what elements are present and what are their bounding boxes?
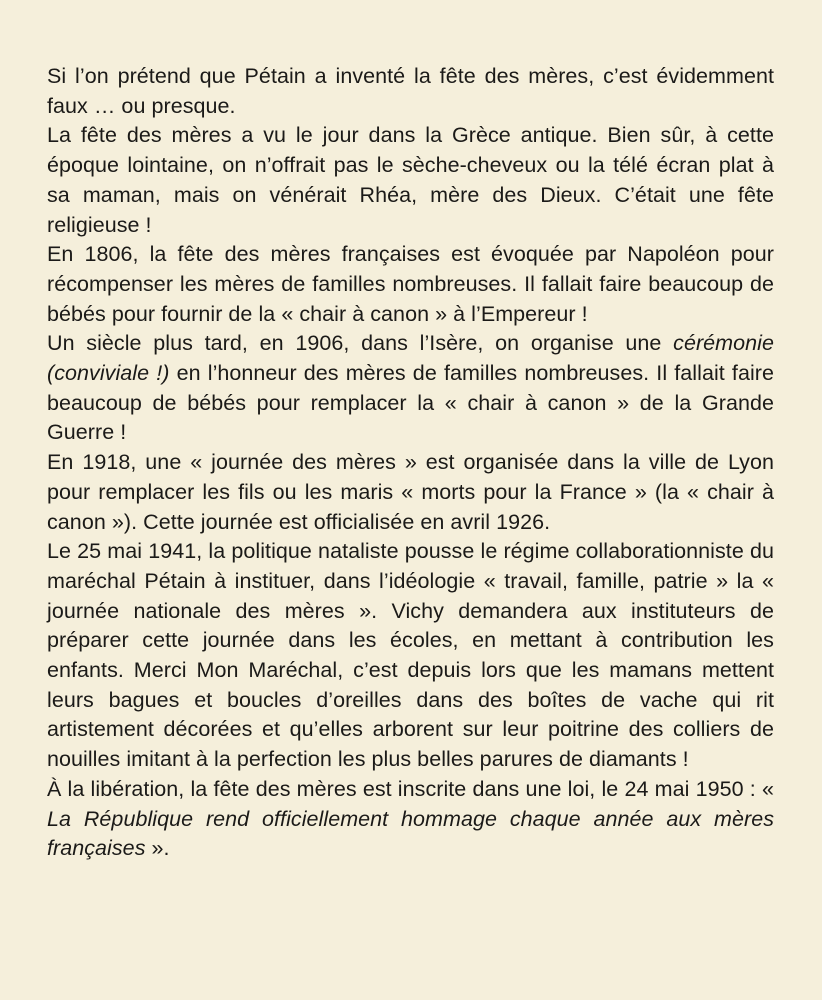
paragraph-2: La fête des mères a vu le jour dans la Grèce antique. Bien sûr, à cette époque lointaine, on n’offrait pas le sèche-cheveux ou la télé écran plat à sa maman, mais on vénérait Rhéa, mère des Dieux. C’était une fête religieuse ! [47, 123, 774, 237]
paragraph-7-quote: La République rend officiellement hommage chaque année aux mères françaises [47, 806, 774, 861]
paragraph-7-end: ». [145, 836, 170, 861]
paragraph-7-start: À la libération, la fête des mères est inscrite dans une loi, le 24 mai 1950 : « [47, 776, 774, 801]
paragraph-1: Si l’on prétend que Pétain a inventé la fête des mères, c’est évidemment faux … ou presque. [47, 64, 774, 118]
paragraph-5: En 1918, une « journée des mères » est organisée dans la ville de Lyon pour remplacer les fils ou les maris « morts pour la France » (la « chair à canon »). Cette journée est officialisée en avril 1926. [47, 450, 774, 534]
paragraph-4-start: Un siècle plus tard, en 1906, dans l’Isère, on organise une [47, 331, 674, 356]
paragraph-3: En 1806, la fête des mères françaises est évoquée par Napoléon pour récompenser les mères de familles nombreuses. Il fallait faire beaucoup de bébés pour fournir de la « chair à canon » à l’Empereur ! [47, 242, 774, 326]
paragraph-4-italic: cérémonie (conviviale !) [47, 331, 774, 386]
paragraph-6: Le 25 mai 1941, la politique nataliste pousse le régime collaborationniste du maréchal Pétain à instituer, dans l’idéologie « travail, famille, patrie » la « journée nationale des mères ». Vichy demandera aux instituteurs de préparer cette journée dans les écoles, en mettant à contribution les enfants. Merci Mon Maréchal, c’est depuis lors que les mamans mettent leurs bagues et boucles d’oreilles dans des boîtes de vache qui rit artistement décorées et qu’elles arborent sur leur poitrine des colliers de nouilles imitant à la perfection les plus belles parures de diamants ! [47, 539, 774, 772]
paragraph-7 [47, 775, 774, 864]
paragraph-4 [47, 329, 774, 448]
body-text [47, 62, 774, 864]
paragraph-4-end: en l’honneur des mères de familles nombreuses. Il fallait faire beaucoup de bébés pour remplacer la « chair à canon » de la Grande Guerre ! [47, 361, 775, 445]
